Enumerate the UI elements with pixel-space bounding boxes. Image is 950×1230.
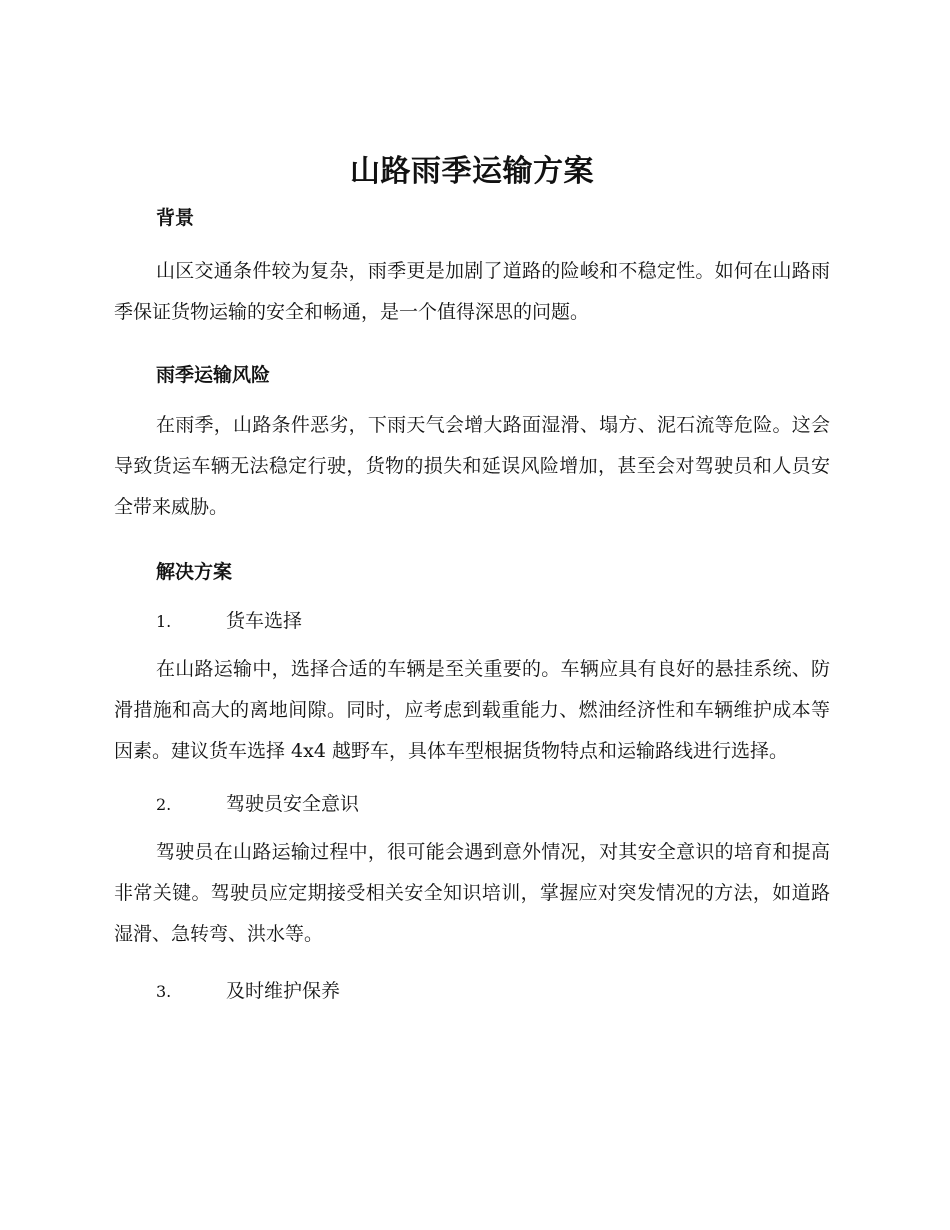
section-heading-solution: 解决方案	[156, 561, 233, 583]
paragraph-driver-safety: 驾驶员在山路运输过程中，很可能会遇到意外情况，对其安全意识的培育和提高非常关键。驾驶员应定期接受相关安全知识培训，掌握应对突发情况的方法，如道路湿滑、急转弯、洪水等。	[114, 841, 830, 945]
paragraph-risk: 在雨季，山路条件恶劣，下雨天气会增大路面湿滑、塌方、泥石流等危险。这会导致货运车辆无法稳定行驶，货物的损失和延误风险增加，甚至会对驾驶员和人员安全带来威胁。	[114, 414, 830, 518]
list-item-driver-safety	[114, 789, 830, 820]
list-number: 2.	[156, 795, 172, 814]
section-heading-background: 背景	[156, 207, 195, 229]
paragraph-truck-selection: 在山路运输中，选择合适的车辆是至关重要的。车辆应具有良好的悬挂系统、防滑措施和高大的离地间隙。同时，应考虑到载重能力、燃油经济性和车辆维护成本等因素。建议货车选择 4x4 越野车，具体车型根据货物特点和运输路线进行选择。	[114, 658, 830, 762]
paragraph-background: 山区交通条件较为复杂，雨季更是加剧了道路的险峻和不稳定性。如何在山路雨季保证货物运输的安全和畅通，是一个值得深思的问题。	[114, 260, 830, 323]
section-heading-risk: 雨季运输风险	[156, 364, 271, 386]
list-label: 货车选择	[226, 610, 303, 632]
list-number: 1.	[156, 612, 172, 631]
document-body	[114, 150, 830, 1007]
list-label: 驾驶员安全意识	[226, 793, 360, 815]
document-title: 山路雨季运输方案	[350, 154, 594, 189]
list-number: 3.	[156, 982, 172, 1001]
list-item-maintenance	[114, 976, 830, 1007]
list-label: 及时维护保养	[226, 980, 341, 1002]
list-item-truck-selection	[114, 606, 830, 637]
